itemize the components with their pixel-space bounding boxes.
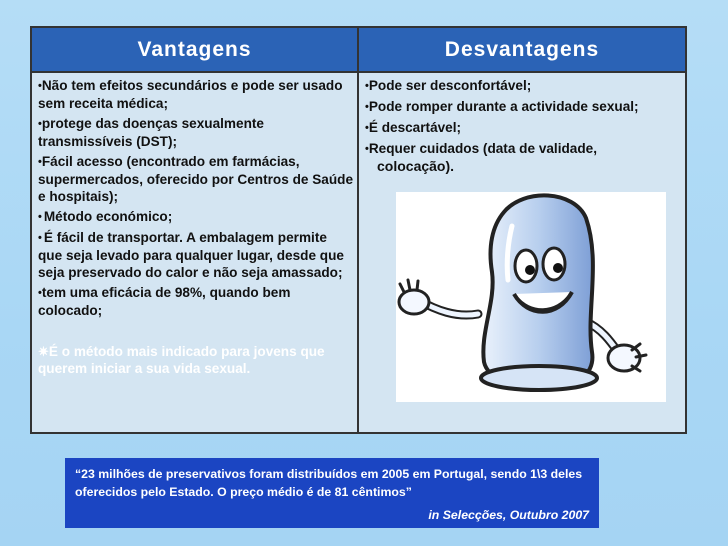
disadvantages-cell: [359, 73, 685, 432]
advantage-item: •Não tem efeitos secundários e pode ser usado sem receita médica;: [38, 78, 343, 111]
comparison-table: [30, 26, 687, 434]
advantage-item: •Fácil acesso (encontrado em farmácias, supermercados, oferecido por Centros de Saúde e hospitais);: [38, 154, 354, 204]
disadvantage-item-continuation: colocação).: [377, 158, 455, 174]
advantage-item: •tem uma eficácia de 98%, quando bem colocado;: [38, 285, 291, 318]
highlight-note: ✷É o método mais indicado para jovens que querem iniciar a sua vida sexual.: [38, 344, 325, 376]
header-disadvantages: Desvantagens: [359, 28, 685, 71]
disadvantage-item: •Requer cuidados (data de validade,: [365, 141, 597, 156]
advantage-item: • É fácil de transportar. A embalagem permite que seja levado para qualquer lugar, desde que seja preservado do calor e não seja amassado;: [38, 230, 344, 280]
header-advantages: Vantagens: [32, 28, 357, 71]
disadvantage-item: •É descartável;: [365, 120, 462, 135]
disadvantage-item: •Pode ser desconfortável;: [365, 78, 532, 93]
advantage-item: • Método económico;: [38, 209, 173, 224]
advantage-item: •protege das doenças sexualmente transmissíveis (DST);: [38, 116, 264, 149]
star-bullet-icon: ✷: [38, 344, 49, 359]
quote-box: [65, 458, 599, 528]
condom-cartoon-image: [396, 192, 666, 402]
quote-source: in Selecções, Outubro 2007: [428, 508, 589, 522]
disadvantage-item: •Pode romper durante a actividade sexual;: [365, 99, 639, 114]
advantages-cell: [32, 73, 357, 432]
smiling-condom-cartoon-icon: [396, 192, 666, 402]
quote-text: “23 milhões de preservativos foram distribuídos em 2005 em Portugal, sendo 1\3 deles oferecidos pelo Estado. O preço médio é de 81 cêntimos”: [75, 467, 583, 499]
